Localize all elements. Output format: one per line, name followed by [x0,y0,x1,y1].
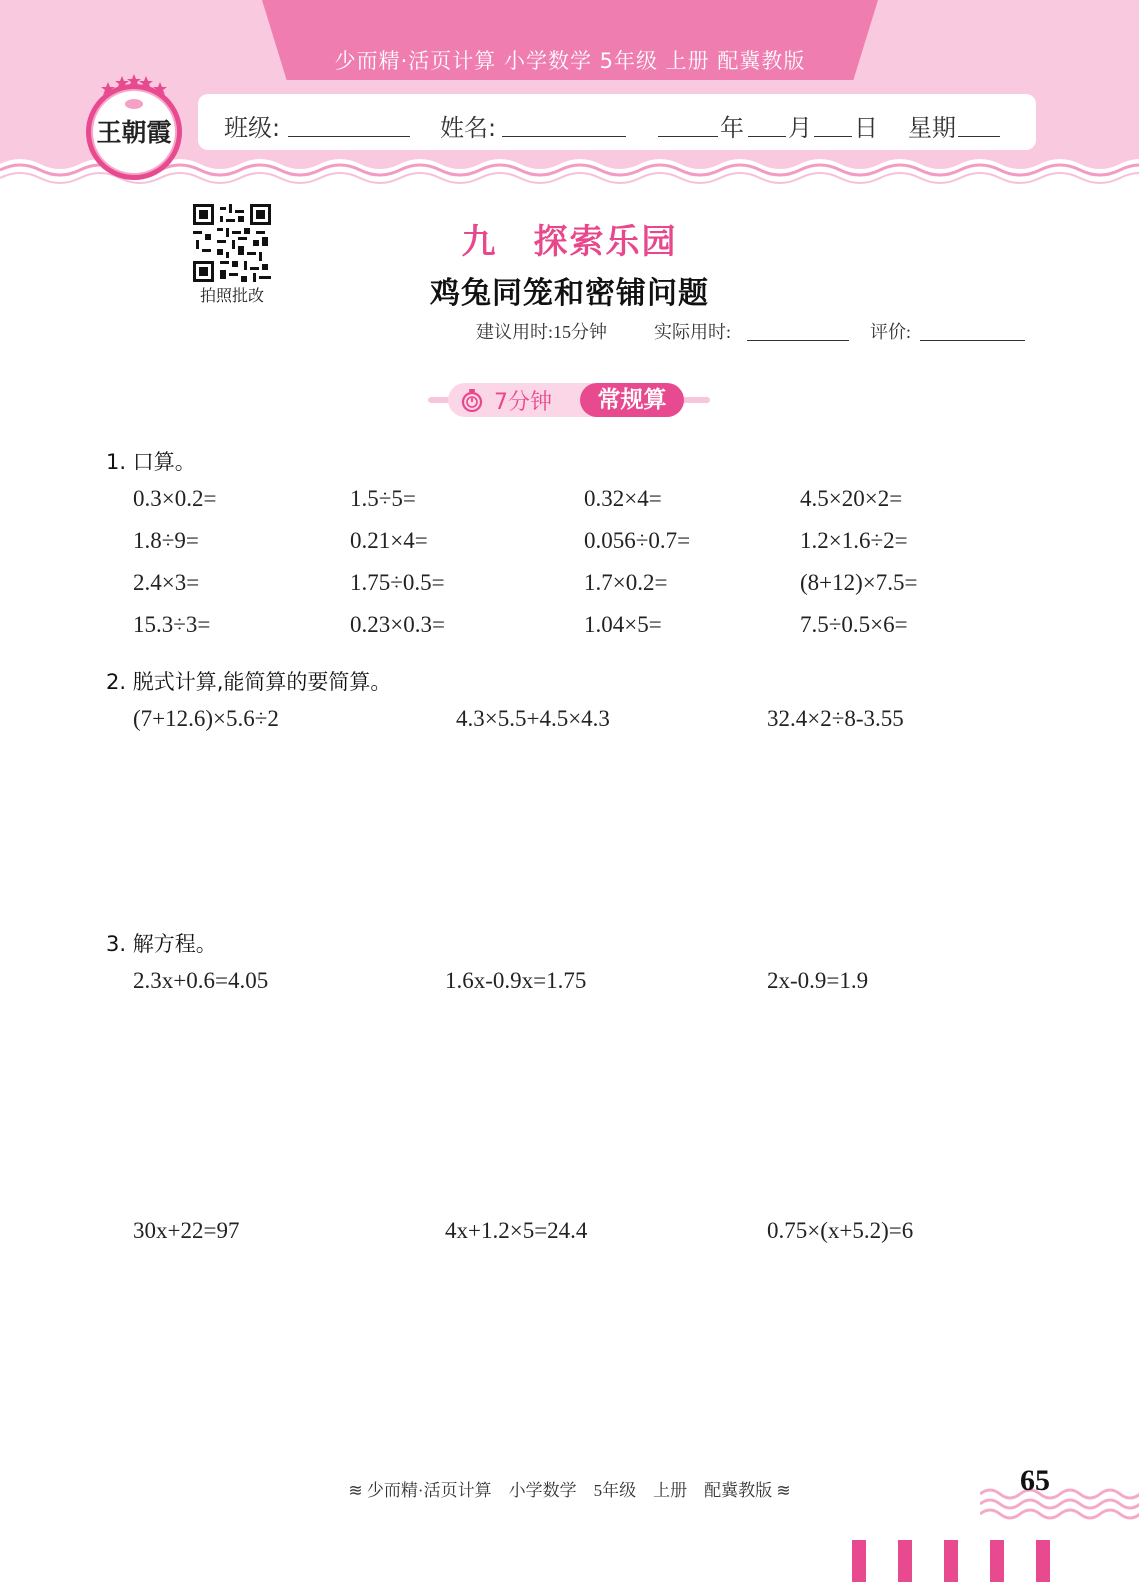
q1-item: 0.21×4= [350,528,428,553]
q1-item: 1.5÷5= [350,486,416,511]
q1-heading: 1. 口算。 [106,450,196,474]
month-field[interactable] [748,108,786,137]
year-field[interactable] [658,108,718,137]
actual-time-label: 实际用时: [654,322,732,342]
q3-item: 0.75×(x+5.2)=6 [767,1218,914,1243]
unit-title: 九 探索乐园 [461,222,678,262]
weekday-label: 星期 [908,114,956,142]
wangzhaoxia-logo [80,74,188,182]
footer-wave [980,1480,1139,1526]
edge-bar [990,1540,1004,1582]
year-label: 年 [720,114,744,142]
section-time: 7分钟 [494,390,552,415]
q2-item: 32.4×2÷8-3.55 [767,706,904,731]
q1-item: 0.32×4= [584,486,662,511]
series-title: 少而精·活页计算 小学数学 5年级 上册 配冀教版 [334,49,806,73]
q1-item: 0.23×0.3= [350,612,445,637]
day-label: 日 [854,114,878,142]
edge-bar [1036,1540,1050,1582]
q1-item: 1.75÷0.5= [350,570,445,595]
name-field[interactable] [502,108,626,137]
q1-item: 1.04×5= [584,612,662,637]
class-field[interactable] [288,108,410,137]
edge-bar [944,1540,958,1582]
q1-item: 7.5÷0.5×6= [800,612,908,637]
q2-item: 4.3×5.5+4.5×4.3 [456,706,610,731]
q3-heading: 3. 解方程。 [106,932,217,956]
lesson-title: 鸡兔同笼和密铺问题 [430,276,709,311]
suggested-time: 建议用时:15分钟 [476,322,608,342]
q1-item: 4.5×20×2= [800,486,903,511]
q3-item: 4x+1.2×5=24.4 [445,1218,588,1243]
q1-item: 1.7×0.2= [584,570,668,595]
page-number: 65 [1020,1464,1050,1497]
q2-heading: 2. 脱式计算,能简算的要简算。 [106,670,392,694]
q1-item: 1.2×1.6÷2= [800,528,908,553]
q3-item: 2.3x+0.6=4.05 [133,968,269,993]
qr-label: 拍照批改 [199,286,264,305]
q1-item: 1.8÷9= [133,528,199,553]
month-label: 月 [788,114,812,142]
rating-field[interactable] [920,312,1025,341]
class-label: 班级: [224,114,281,142]
weekday-field[interactable] [958,108,1000,137]
q1-item: 0.056÷0.7= [584,528,691,553]
footer-series: ≋ 少而精·活页计算 小学数学 5年级 上册 配冀教版 ≋ [348,1481,791,1500]
day-field[interactable] [814,108,852,137]
q1-item: 0.3×0.2= [133,486,217,511]
name-label: 姓名: [440,114,497,142]
edge-bar [898,1540,912,1582]
logo-text: 王朝霞 [96,120,172,147]
actual-time-field[interactable] [747,312,849,341]
rating-label: 评价: [870,322,912,342]
q3-item: 2x-0.9=1.9 [767,968,869,993]
stopwatch-icon [460,388,484,412]
q3-item: 30x+22=97 [133,1218,240,1243]
q2-item: (7+12.6)×5.6÷2 [133,706,279,731]
section-tag: 常规算 [580,383,684,417]
q3-item: 1.6x-0.9x=1.75 [445,968,587,993]
q1-item: 2.4×3= [133,570,200,595]
q1-item: 15.3÷3= [133,612,211,637]
q1-item: (8+12)×7.5= [800,570,918,595]
edge-bar [852,1540,866,1582]
